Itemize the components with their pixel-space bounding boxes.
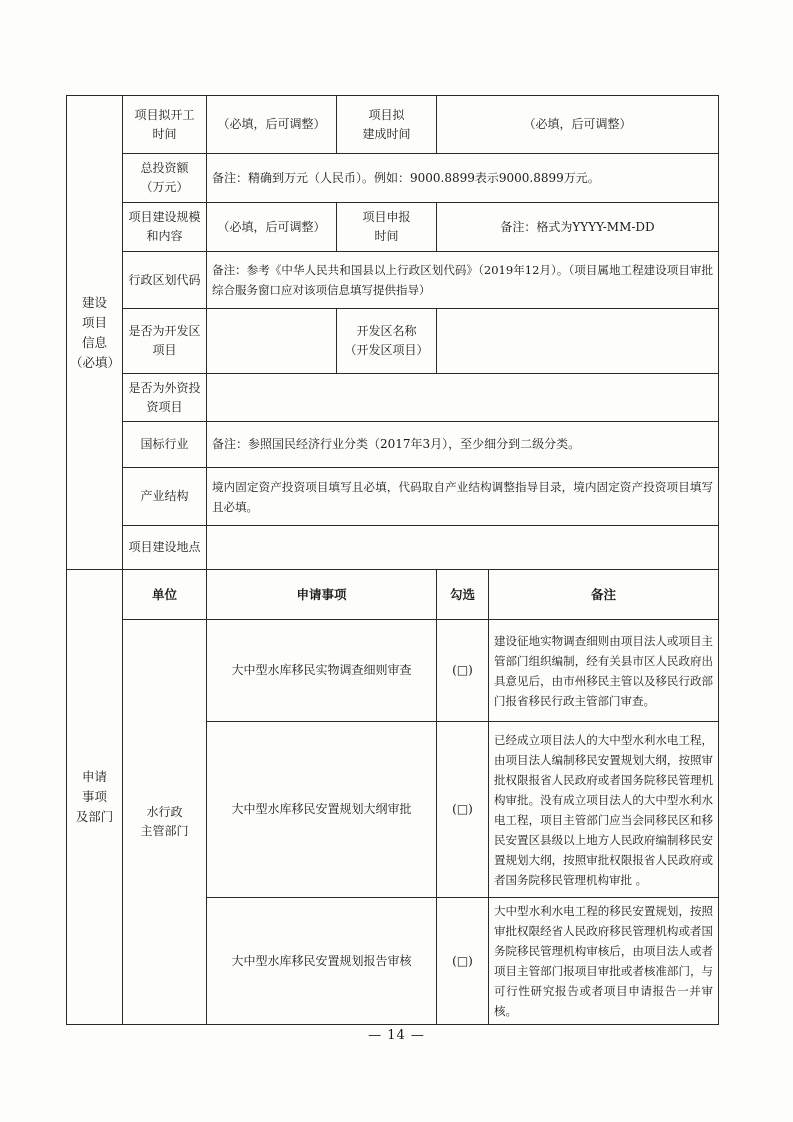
header-application-item: 申请事项 <box>207 570 437 620</box>
row-start-time <box>67 96 719 154</box>
row-admin-code <box>67 252 719 309</box>
item-checkbox[interactable]: (□) <box>437 620 489 722</box>
field-is-foreign-investment[interactable] <box>207 374 719 422</box>
header-unit: 单位 <box>123 570 207 620</box>
label-planned-start: 项目拟开工 时间 <box>123 96 207 154</box>
label-national-industry: 国标行业 <box>123 422 207 468</box>
table-row <box>67 620 719 722</box>
row-location <box>67 526 719 570</box>
field-is-dev-zone[interactable] <box>207 309 337 374</box>
item-note: 大中型水利水电工程的移民安置规划，按照审批权限经省人民政府移民管理机构或者国务院移民管理机构审核后，由项目法人或者项目主管部门报项目审批或者核准部门，与可行性研究报告或者项目申请报告一并审核。 <box>489 898 719 1025</box>
field-construction-scale[interactable]: （必填，后可调整） <box>207 203 337 252</box>
header-check: 勾选 <box>437 570 489 620</box>
header-note: 备注 <box>489 570 719 620</box>
row-dev-zone <box>67 309 719 374</box>
label-application-date: 项目申报 时间 <box>337 203 437 252</box>
field-planned-completion[interactable]: （必填，后可调整） <box>437 96 719 154</box>
field-industry-structure[interactable]: 境内固定资产投资项目填写且必填，代码取自产业结构调整指导目录，境内固定资产投资项目填写且必填。 <box>207 468 719 526</box>
row-application-header <box>67 570 719 620</box>
field-application-date[interactable]: 备注：格式为YYYY-MM-DD <box>437 203 719 252</box>
item-name: 大中型水库移民安置规划大纲审批 <box>207 722 437 898</box>
field-planned-start[interactable]: （必填，后可调整） <box>207 96 337 154</box>
item-name: 大中型水库移民实物调查细则审查 <box>207 620 437 722</box>
field-total-investment[interactable]: 备注：精确到万元（人民币）。例如：9000.8899表示9000.8899万元。 <box>207 154 719 203</box>
item-checkbox[interactable]: (□) <box>437 722 489 898</box>
label-construction-location: 项目建设地点 <box>123 526 207 570</box>
row-foreign-investment <box>67 374 719 422</box>
item-checkbox[interactable]: (□) <box>437 898 489 1025</box>
label-is-foreign-investment: 是否为外资投 资项目 <box>123 374 207 422</box>
row-industry-structure <box>67 468 719 526</box>
row-total-investment <box>67 154 719 203</box>
label-is-dev-zone: 是否为开发区 项目 <box>123 309 207 374</box>
label-total-investment: 总投资额 （万元） <box>123 154 207 203</box>
field-construction-location[interactable] <box>207 526 719 570</box>
field-national-industry[interactable]: 备注：参照国民经济行业分类（2017年3月），至少细分到二级分类。 <box>207 422 719 468</box>
group-label-project-info: 建设 项目 信息 （必填） <box>67 96 123 570</box>
label-construction-scale: 项目建设规模 和内容 <box>123 203 207 252</box>
field-admin-division-code[interactable]: 备注：参考《中华人民共和国县以上行政区划代码》（2019年12月）。（项目属地工程建设项目审批综合服务窗口应对该项信息填写提供指导） <box>207 252 719 309</box>
label-industry-structure: 产业结构 <box>123 468 207 526</box>
application-form-table <box>66 95 719 1025</box>
label-planned-completion: 项目拟 建成时间 <box>337 96 437 154</box>
page-number: — 14 — <box>368 1028 425 1043</box>
unit-water-admin: 水行政 主管部门 <box>123 620 207 1025</box>
group-label-application: 申请 事项 及部门 <box>67 570 123 1025</box>
field-dev-zone-name[interactable] <box>437 309 719 374</box>
item-note: 建设征地实物调查细则由项目法人或项目主管部门组织编制，经有关县市区人民政府出具意见后，由市州移民主管以及移民行政部门报省移民行政主管部门审查。 <box>489 620 719 722</box>
item-name: 大中型水库移民安置规划报告审核 <box>207 898 437 1025</box>
row-industry <box>67 422 719 468</box>
label-admin-division-code: 行政区划代码 <box>123 252 207 309</box>
row-scale-and-date <box>67 203 719 252</box>
item-note: 已经成立项目法人的大中型水利水电工程，由项目法人编制移民安置规划大纲，按照审批权限报省人民政府或者国务院移民管理机构审批。没有成立项目法人的大中型水利水电工程，项目主管部门应当会同移民区和移民安置区县级以上地方人民政府编制移民安置规划大纲，按照审批权限报省人民政府或者国务院移民管理机构审批 。 <box>489 722 719 898</box>
label-dev-zone-name: 开发区名称 （开发区项目） <box>337 309 437 374</box>
